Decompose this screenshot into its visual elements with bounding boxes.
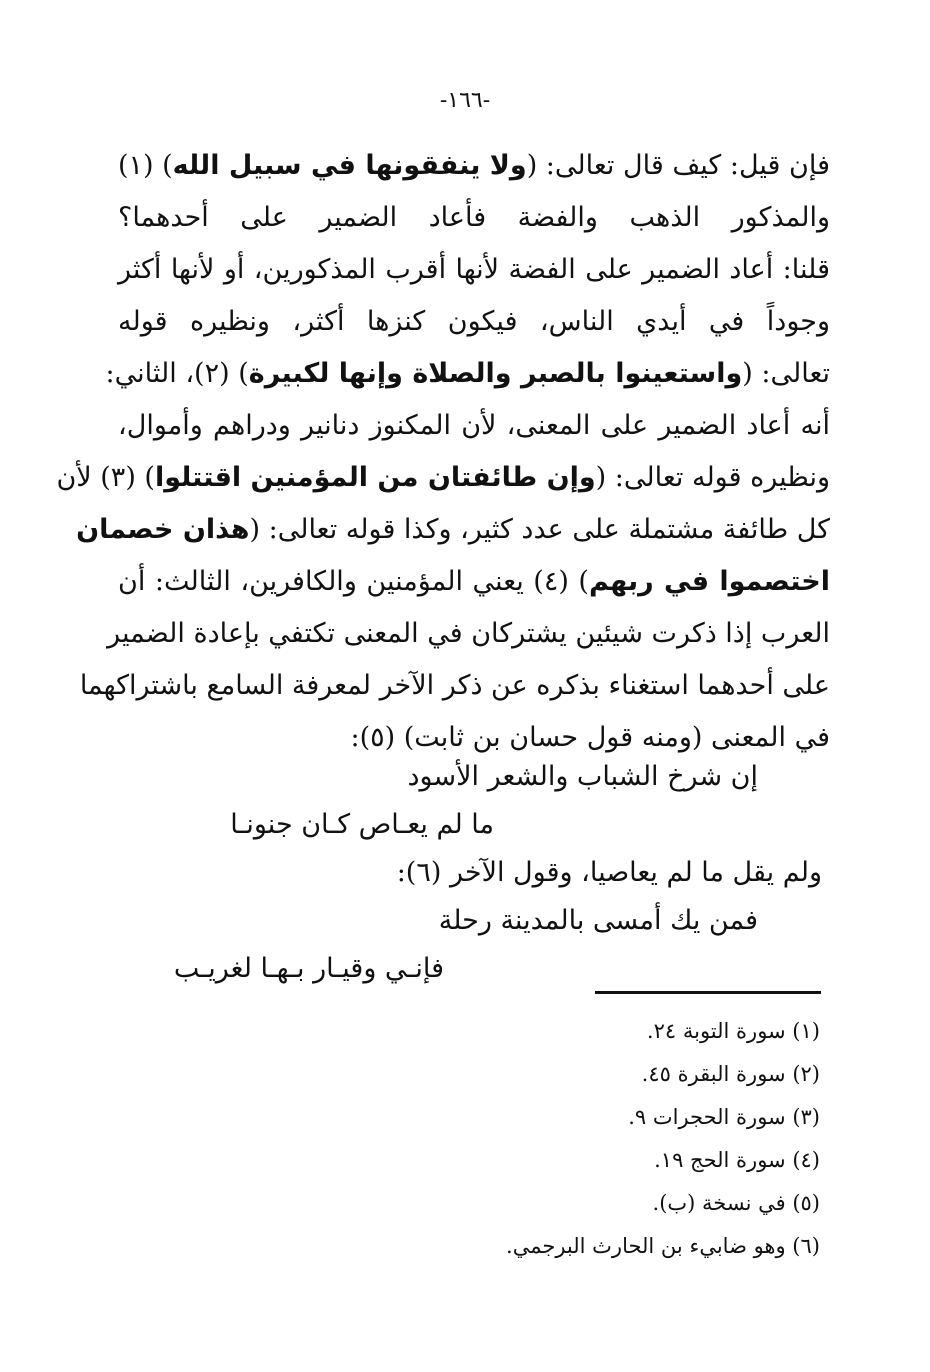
paragraph-line xyxy=(118,296,830,348)
text-run: العرب إذا ذكرت شيئين يشتركان في المعنى تكتفي بإعادة الضمير xyxy=(107,618,830,649)
text-run: وجوداً في أيدي الناس، فيكون كنزها أكثر، ونظيره قوله xyxy=(118,306,830,337)
footnote-item: (٥) في نسخة (ب). xyxy=(652,1191,820,1215)
page-number: -١٦٦- xyxy=(439,88,491,113)
quran-quote: هذان خصمان xyxy=(76,514,250,545)
verse-2-second-hemistich: فإنـي وقيـار بـهـا لغريـب xyxy=(173,953,444,984)
paragraph-line xyxy=(118,140,830,192)
footnote-item: (٣) سورة الحجرات ٩. xyxy=(628,1105,820,1129)
verse-2-first-hemistich: فمن يك أمسى بالمدينة رحلة xyxy=(438,905,758,936)
text-run: ) (٢)، الثاني: xyxy=(105,358,249,389)
paragraph-line xyxy=(107,608,830,660)
quran-quote: اختصموا في ربهم xyxy=(588,566,830,597)
text-run: ) (٣) لأن xyxy=(56,462,155,493)
paragraph-line xyxy=(79,660,830,712)
footnote-item: (٤) سورة الحج ١٩. xyxy=(654,1148,820,1172)
paragraph-line xyxy=(118,244,830,296)
paragraph-line xyxy=(118,192,830,244)
paragraph-line xyxy=(56,452,830,504)
text-run: فإن قيل: كيف قال تعالى: ( xyxy=(526,150,830,181)
paragraph-line xyxy=(105,348,830,400)
text-run: قلنا: أعاد الضمير على الفضة لأنها أقرب المذكورين، أو لأنها أكثر xyxy=(118,254,830,285)
paragraph-line xyxy=(118,400,830,452)
main-paragraph xyxy=(56,140,830,764)
footnote-item: (٢) سورة البقرة ٤٥. xyxy=(641,1062,820,1086)
footnote-separator xyxy=(595,991,821,994)
verse-1-first-hemistich: إن شرخ الشباب والشعر الأسود xyxy=(407,761,758,792)
text-run: تعالى: ( xyxy=(742,358,830,389)
verse-1-second-hemistich: ما لم يعـاص كـان جنونـا xyxy=(230,809,494,840)
transition-line: ولم يقل ما لم يعاصيا، وقول الآخر (٦): xyxy=(396,857,822,888)
text-run: ) (١) xyxy=(117,150,173,181)
text-run: ) (٤) يعني المؤمنين والكافرين، الثالث: أن xyxy=(118,566,589,597)
text-run: في المعنى (ومنه قول حسان بن ثابت) (٥): xyxy=(350,722,830,753)
text-run: والمذكور الذهب والفضة فأعاد الضمير على أحدهما؟ xyxy=(118,202,830,233)
footnote-item: (٦) وهو ضابيء بن الحارث البرجمي. xyxy=(506,1234,820,1258)
text-run: ونظيره قوله تعالى: ( xyxy=(595,462,830,493)
quran-quote: وإن طائفتان من المؤمنين اقتتلوا xyxy=(154,462,596,493)
footnote-item: (١) سورة التوبة ٢٤. xyxy=(646,1019,820,1043)
quran-quote: ولا ينفقونها في سبيل الله xyxy=(172,150,527,181)
paragraph-line xyxy=(76,504,830,556)
quran-quote: واستعينوا بالصبر والصلاة وإنها لكبيرة xyxy=(248,358,743,389)
text-run: أنه أعاد الضمير على المعنى، لأن المكنوز دنانير ودراهم وأموال، xyxy=(118,410,830,441)
paragraph-line xyxy=(118,556,830,608)
footnotes xyxy=(400,1010,820,1268)
text-run: كل طائفة مشتملة على عدد كثير، وكذا قوله تعالى: ( xyxy=(249,514,830,545)
text-run: على أحدهما استغناء بذكره عن ذكر الآخر لمعرفة السامع باشتراكهما xyxy=(79,670,830,701)
